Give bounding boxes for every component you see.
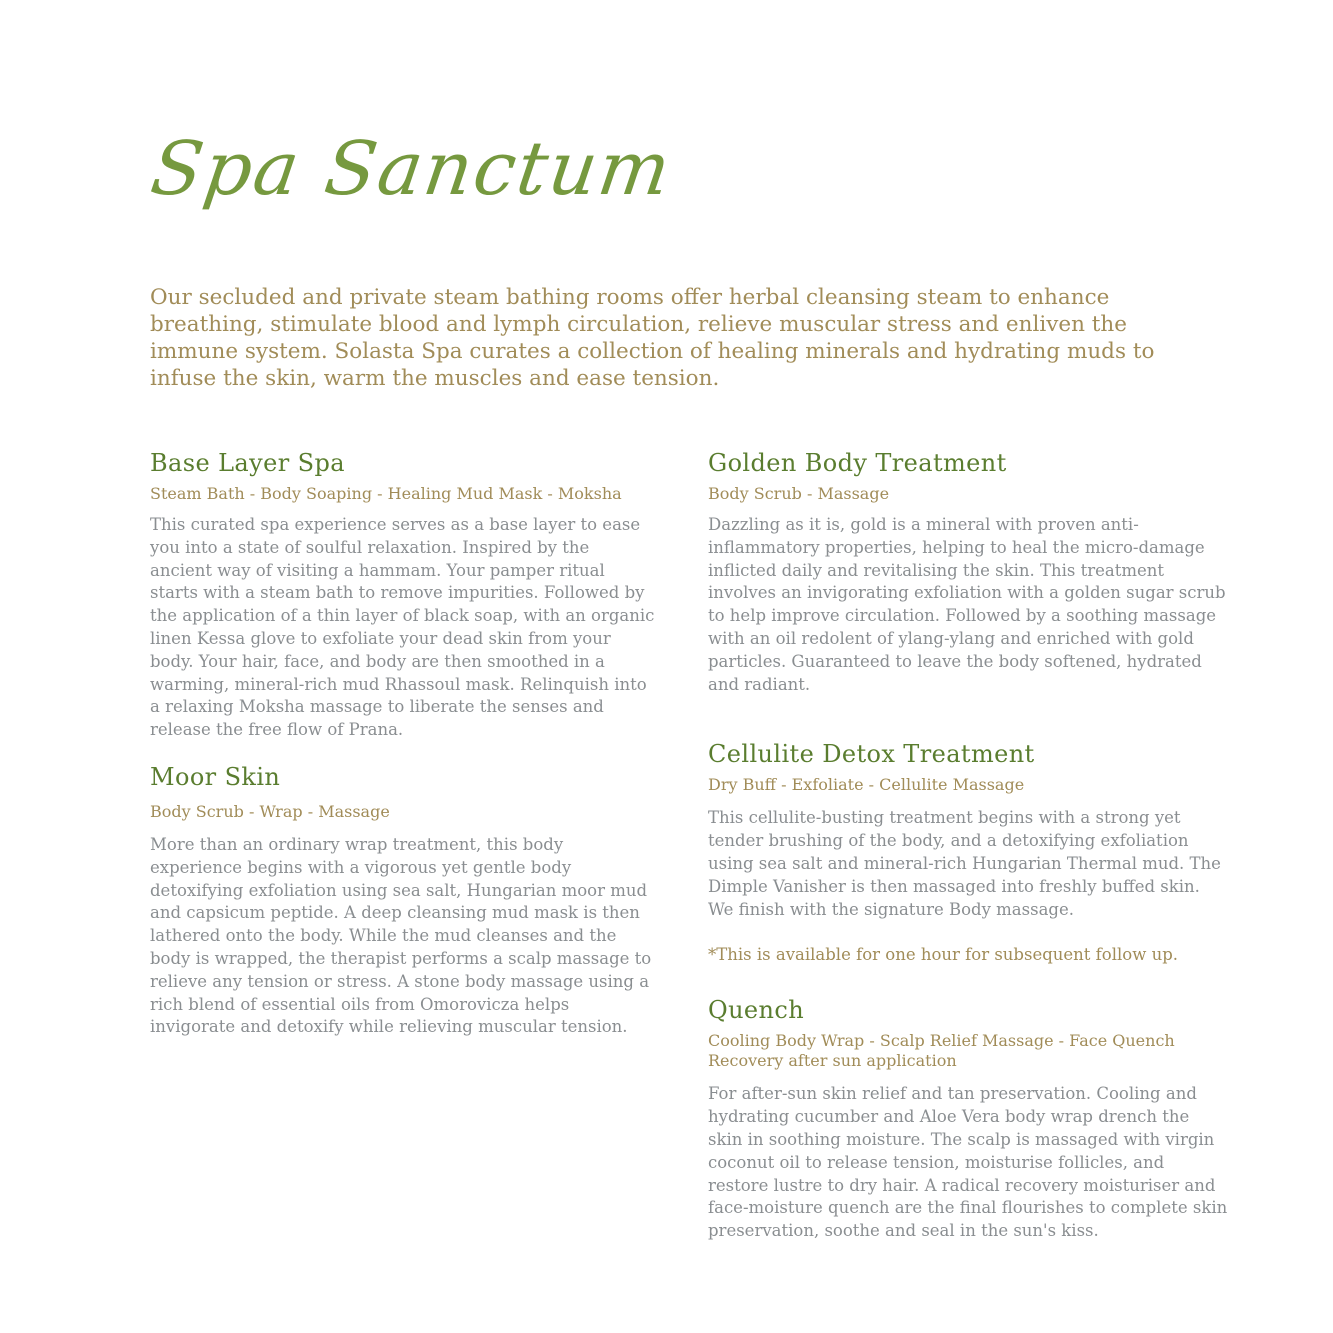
intro-paragraph: Our secluded and private steam bathing rooms offer herbal cleansing steam to enhance breathing, stimulate blood and lymph circulation, relieve muscular stress and enliven the immune system. Solasta Spa curates a collection of healing minerals and hydrating muds to infuse the skin, warm the muscles and ease tension. — [150, 285, 1155, 391]
section-title: Base Layer Spa — [150, 449, 345, 477]
section-footnote: *This is available for one hour for subsequent follow up. — [708, 945, 1179, 965]
section-title: Golden Body Treatment — [708, 449, 1007, 477]
section-title: Moor Skin — [150, 762, 281, 791]
section-subtitle-line1: Cooling Body Wrap - Scalp Relief Massage - Face Quench — [708, 1031, 1175, 1051]
section-title: Cellulite Detox Treatment — [708, 740, 1035, 769]
section-body: This curated spa experience serves as a base layer to ease you into a state of soulful relaxation. Inspired by the ancient way of visiting a hammam. Your pamper ritual starts with a steam bath to remove impurities. Followed by the application of a thin layer of black soap, with an organic linen Kessa glove to exfoliate your dead skin from your body. Your hair, face, and body are then smoothed in a warming, mineral-rich mud Rhassoul mask. Relinquish into a relaxing Moksha massage to liberate the senses and release the free flow of Prana. — [150, 515, 655, 740]
section-body: This cellulite-busting treatment begins with a strong yet tender brushing of the body, and a detoxifying exfoliation using sea salt and mineral-rich Hungarian Thermal mud. The Dimple Vanisher is then massaged into freshly buffed skin. We finish with the signature Body massage. — [708, 808, 1221, 919]
section-body: For after-sun skin relief and tan preservation. Cooling and hydrating cucumber and Aloe Vera body wrap drench the skin in soothing moisture. The scalp is massaged with virgin coconut oil to release tension, moisturise follicles, and restore lustre to dry hair. A radical recovery moisturiser and face-moisture quench are the final flourishes to complete skin preservation, soothe and seal in the sun's kiss. — [708, 1084, 1228, 1241]
section-subtitle: Dry Buff - Exfoliate - Cellulite Massage — [708, 775, 1025, 795]
section-subtitle: Steam Bath - Body Soaping - Healing Mud Mask - Moksha — [150, 484, 622, 503]
section-body: Dazzling as it is, gold is a mineral with proven anti-inflammatory properties, helping to heal the micro-damage inflicted daily and revitalising the skin. This treatment involves an invigorating exfoliation with a golden sugar scrub to help improve circulation. Followed by a soothing massage with an oil redolent of ylang-ylang and enriched with gold particles. Guaranteed to leave the body softened, hydrated and radiant. — [708, 515, 1226, 694]
section-base-layer-spa — [150, 448, 655, 742]
section-golden-body-treatment — [708, 448, 1228, 696]
page-title: Spa Sanctum — [146, 126, 678, 212]
section-cellulite-detox-treatment — [708, 739, 1228, 965]
section-subtitle-line2: Recovery after sun application — [708, 1051, 957, 1071]
section-body: More than an ordinary wrap treatment, this body experience begins with a vigorous yet gentle body detoxifying exfoliation using sea salt, Hungarian moor mud and capsicum peptide. A deep cleansing mud mask is then lathered onto the body. While the mud cleanses and the body is wrapped, the therapist performs a scalp massage to relieve any tension or stress. A stone body massage using a rich blend of essential oils from Omorovicza helps invigorate and detoxify while relieving muscular tension. — [150, 834, 652, 1037]
section-subtitle: Body Scrub - Wrap - Massage — [150, 801, 390, 821]
section-title: Quench — [708, 996, 805, 1025]
right-column — [708, 448, 1228, 1243]
section-subtitle: Body Scrub - Massage — [708, 484, 890, 503]
left-column — [150, 448, 655, 1039]
section-moor-skin — [150, 762, 655, 1039]
section-quench — [708, 995, 1228, 1243]
